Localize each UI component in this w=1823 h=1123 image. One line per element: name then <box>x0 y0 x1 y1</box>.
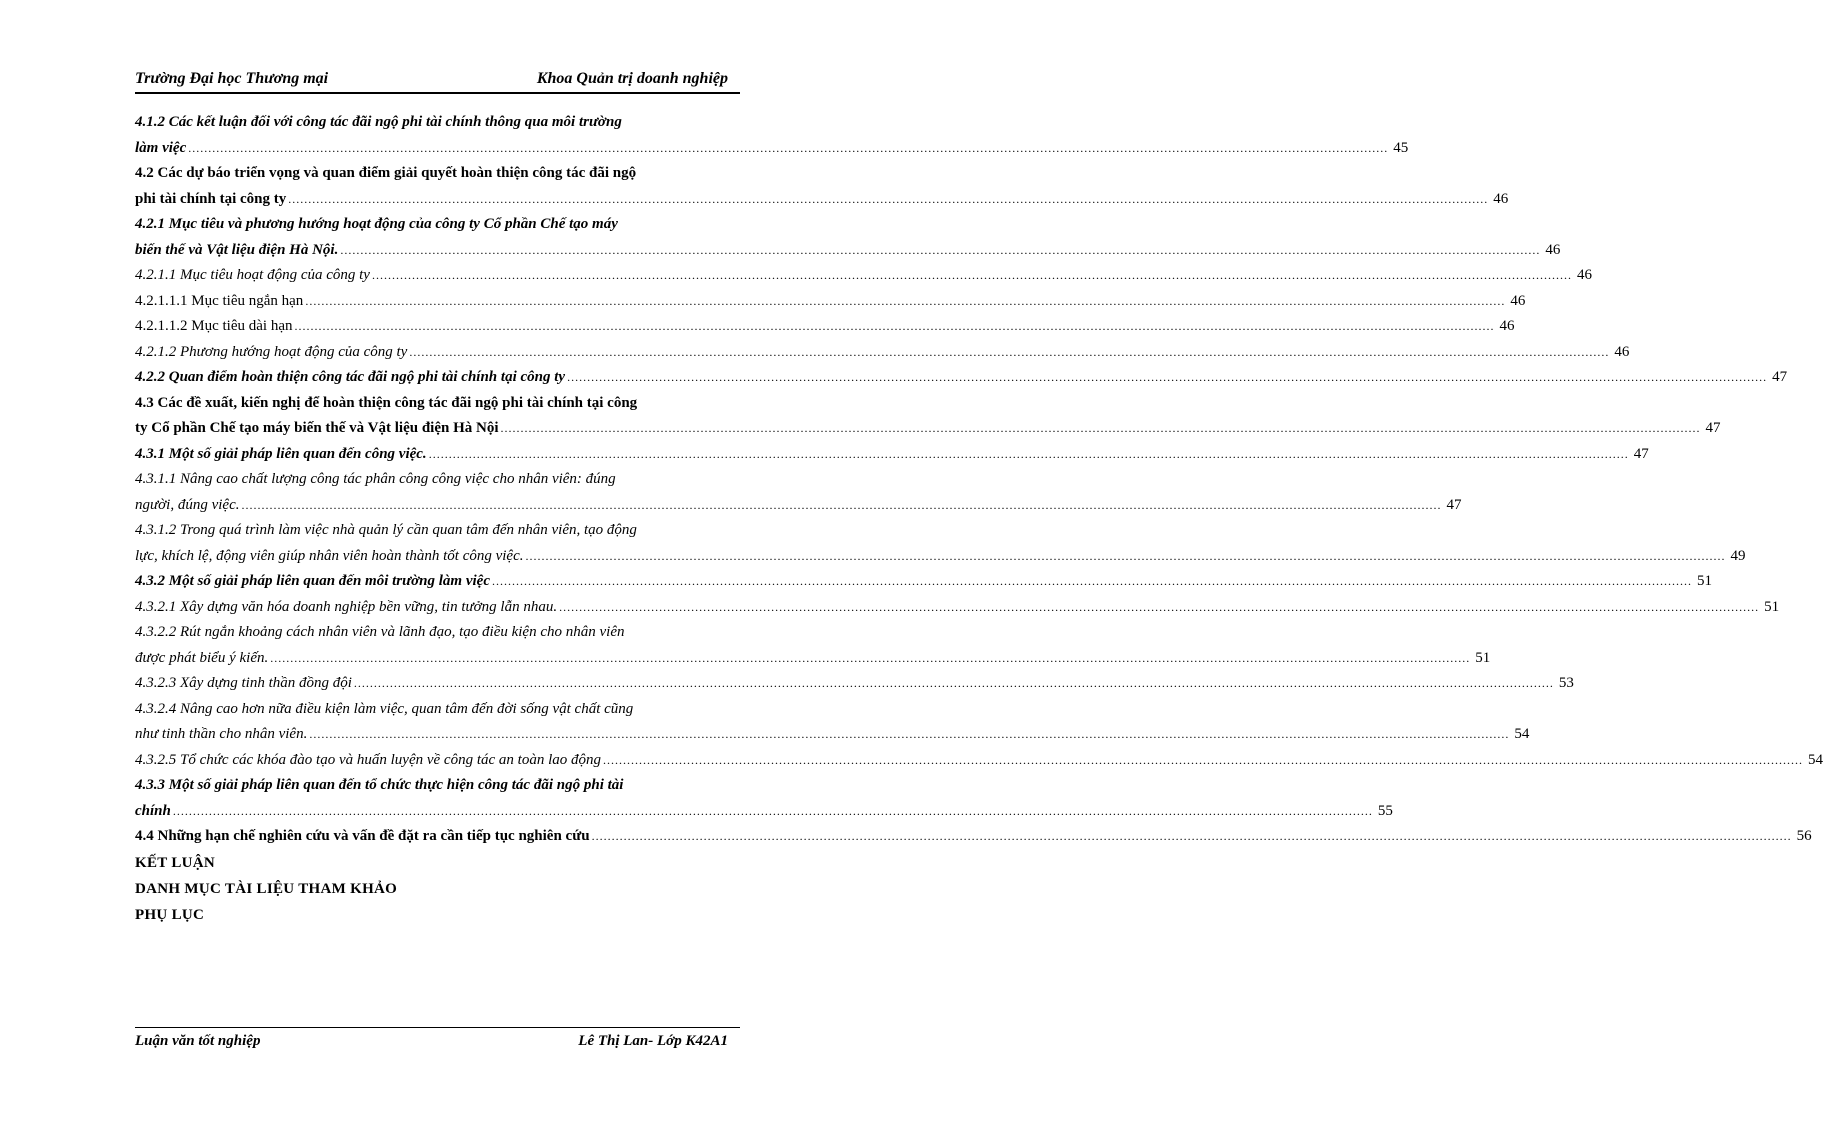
toc-entry-row <box>135 187 1509 213</box>
toc-entry-text: 4.2.1 Mục tiêu và phương hướng hoạt động của công ty Cổ phần Chế tạo máy <box>135 216 618 232</box>
toc-dot-leader: ............................................................................................................................................................................................................................................................................................................ <box>270 650 1471 665</box>
toc-dot-leader: ............................................................................................................................................................................................................................................................................................................ <box>309 727 1510 741</box>
toc-entry[interactable] <box>135 161 1509 212</box>
toc-page-number: 56 <box>1796 828 1812 844</box>
toc-entry-text: 4.3.2.4 Nâng cao hơn nữa điều kiện làm việc, quan tâm đến đời sống vật chất cũng <box>135 700 634 717</box>
toc-entry-text: 4.3.2.5 Tổ chức các khóa đào tạo và huấn luyện về công tác an toàn lao động <box>135 751 602 768</box>
toc-dot-leader: ............................................................................................................................................................................................................................................................................................................ <box>340 242 1541 257</box>
toc-page-number: 49 <box>1730 547 1746 564</box>
toc-entry[interactable] <box>135 314 1515 340</box>
toc-entry-row <box>135 340 1630 366</box>
toc-entry-text: 4.3.1 Một số giải pháp liên quan đến công việc. <box>135 445 427 462</box>
toc-entry[interactable] <box>135 467 1462 518</box>
toc-entry-text: làm việc <box>135 139 187 156</box>
toc-dot-leader: ............................................................................................................................................................................................................................................................................................................ <box>409 344 1610 359</box>
toc-entry[interactable] <box>135 340 1630 366</box>
toc-entry[interactable] <box>135 442 1649 468</box>
toc-page-number: 51 <box>1696 573 1712 589</box>
toc-section-heading[interactable]: DANH MỤC TÀI LIỆU THAM KHẢO <box>135 880 398 897</box>
toc-entry[interactable] <box>135 391 1721 442</box>
toc-entry-row <box>135 493 1462 519</box>
toc-entry-text: 4.3.2.1 Xây dựng văn hóa doanh nghiệp bền vững, tin tưởng lẫn nhau. <box>135 598 558 615</box>
toc-entry-row <box>135 748 1823 774</box>
header-faculty: Khoa Quản trị doanh nghiệp <box>536 70 728 87</box>
toc-page-number: 46 <box>1614 343 1630 360</box>
toc-dot-leader: ............................................................................................................................................................................................................................................................................................................ <box>172 803 1373 818</box>
toc-entry[interactable] <box>135 110 1409 161</box>
toc-entry-text: lực, khích lệ, động viên giúp nhân viên hoàn thành tốt công việc. <box>135 547 524 564</box>
toc-entry-text: ty Cổ phần Chế tạo máy biến thế và Vật liệu điện Hà Nội <box>135 420 499 436</box>
toc-entry-text: 4.3.1.2 Trong quá trình làm việc nhà quản lý cần quan tâm đến nhân viên, tạo động <box>135 522 637 538</box>
toc-entry[interactable] <box>135 697 1530 748</box>
toc-entry-row <box>135 238 1561 264</box>
toc-entry-text: phi tài chính tại công ty <box>135 190 287 207</box>
toc-page-number: 45 <box>1393 139 1409 156</box>
toc-entry[interactable] <box>135 824 1812 850</box>
toc-dot-leader: ............................................................................................................................................................................................................................................................................................................ <box>500 421 1701 435</box>
toc-entry-row <box>135 416 1721 442</box>
toc-dot-leader: ............................................................................................................................................................................................................................................................................................................ <box>603 752 1804 767</box>
toc-entry-text: như tinh thần cho nhân viên. <box>135 726 308 742</box>
toc-entry-row <box>135 595 1780 621</box>
toc-page-number: 46 <box>1499 318 1515 334</box>
toc-entry-row <box>135 136 1409 162</box>
toc-entry-text: 4.3.3 Một số giải pháp liên quan đến tổ chức thực hiện công tác đãi ngộ phi tài <box>135 777 624 793</box>
toc-dot-leader: ............................................................................................................................................................................................................................................................................................................ <box>591 829 1792 843</box>
footer-thesis: Luận văn tốt nghiệp <box>135 1033 261 1049</box>
toc-entry[interactable] <box>135 671 1574 697</box>
toc-dot-leader: ............................................................................................................................................................................................................................................................................................................ <box>241 497 1442 512</box>
toc-dot-leader: ............................................................................................................................................................................................................................................................................................................ <box>491 574 1692 588</box>
toc-entry-text: 4.3.2 Một số giải pháp liên quan đến môi trường làm việc <box>135 573 490 589</box>
toc-entry-text: 4.4 Những hạn chế nghiên cứu và vấn đề đặt ra cần tiếp tục nghiên cứu <box>135 828 590 844</box>
toc-entry[interactable] <box>135 569 1712 595</box>
toc-entry-text: 4.2.2 Quan điểm hoàn thiện công tác đãi ngộ phi tài chính tại công ty <box>135 369 566 385</box>
toc-dot-leader: ............................................................................................................................................................................................................................................................................................................ <box>188 140 1389 155</box>
toc-entry[interactable] <box>135 212 1561 263</box>
toc-entry[interactable] <box>135 518 1746 569</box>
toc-entry-row <box>135 263 1592 289</box>
toc-dot-leader: ............................................................................................................................................................................................................................................................................................................ <box>428 446 1629 461</box>
toc-page-number: 51 <box>1475 649 1491 666</box>
toc-entry-row <box>135 314 1515 340</box>
toc-section-heading[interactable]: KẾT LUẬN <box>135 854 216 871</box>
toc-dot-leader: ............................................................................................................................................................................................................................................................................................................ <box>294 319 1495 333</box>
toc-page-number: 46 <box>1493 190 1509 207</box>
toc-page-number: 51 <box>1764 598 1780 615</box>
table-of-contents <box>135 110 1823 928</box>
toc-entry-text: 4.1.2 Các kết luận đối với công tác đãi ngộ phi tài chính thông qua môi trường <box>135 114 622 130</box>
toc-entry-text: 4.3.2.2 Rút ngắn khoảng cách nhân viên và lãnh đạo, tạo điều kiện cho nhân viên <box>135 624 625 640</box>
toc-entry-text: 4.3.1.1 Nâng cao chất lượng công tác phân công công việc cho nhân viên: đúng <box>135 471 616 487</box>
toc-entry-text: 4.3 Các đề xuất, kiến nghị để hoàn thiện công tác đãi ngộ phi tài chính tại công <box>135 394 638 411</box>
toc-entry-text: 4.2.1.1.2 Mục tiêu dài hạn <box>135 318 293 334</box>
toc-page-number: 47 <box>1446 496 1462 513</box>
toc-entry-row <box>135 365 1788 391</box>
toc-entry[interactable] <box>135 748 1823 774</box>
toc-entry-text: 4.3.2.3 Xây dựng tinh thần đồng đội <box>135 675 352 691</box>
toc-page-number: 53 <box>1558 675 1574 691</box>
page-header <box>135 68 740 94</box>
toc-entry[interactable] <box>135 620 1491 671</box>
toc-entry-text: người, đúng việc. <box>135 496 240 513</box>
page-footer <box>135 1027 740 1054</box>
toc-entry-text: 4.2 Các dự báo triển vọng và quan điểm giải quyết hoàn thiện công tác đãi ngộ <box>135 165 637 181</box>
toc-entry-row <box>135 799 1393 825</box>
toc-dot-leader: ............................................................................................................................................................................................................................................................................................................ <box>525 548 1726 563</box>
toc-dot-leader: ............................................................................................................................................................................................................................................................................................................ <box>559 599 1760 614</box>
toc-entry-text: 4.2.1.1.1 Mục tiêu ngắn hạn <box>135 292 304 309</box>
toc-entry-row <box>135 824 1812 850</box>
toc-entry[interactable] <box>135 365 1788 391</box>
toc-page-number: 54 <box>1808 751 1823 768</box>
toc-page-number: 55 <box>1377 802 1393 819</box>
toc-entry-row <box>135 671 1574 697</box>
toc-entry[interactable] <box>135 289 1526 315</box>
toc-entry-row <box>135 442 1649 468</box>
toc-dot-leader: ............................................................................................................................................................................................................................................................................................................ <box>353 676 1554 690</box>
toc-dot-leader: ............................................................................................................................................................................................................................................................................................................ <box>288 191 1489 206</box>
toc-page-number: 46 <box>1510 292 1526 309</box>
toc-entry-text: chính <box>135 802 171 819</box>
toc-entry-row <box>135 722 1530 748</box>
toc-page-number: 47 <box>1705 420 1721 436</box>
toc-entry[interactable] <box>135 595 1780 621</box>
toc-entry-text: được phát biểu ý kiến. <box>135 649 269 666</box>
toc-page-number: 47 <box>1772 369 1788 385</box>
footer-author: Lê Thị Lan- Lớp K42A1 <box>578 1033 728 1049</box>
toc-entry[interactable] <box>135 773 1393 824</box>
toc-section-heading[interactable]: PHỤ LỤC <box>135 906 205 923</box>
toc-page-number: 46 <box>1576 267 1592 283</box>
toc-entry-row <box>135 569 1712 595</box>
toc-dot-leader: ............................................................................................................................................................................................................................................................................................................ <box>567 370 1768 384</box>
toc-page-number: 47 <box>1633 445 1649 462</box>
toc-dot-leader: ............................................................................................................................................................................................................................................................................................................ <box>305 293 1506 308</box>
toc-page-number: 46 <box>1545 241 1561 258</box>
toc-entry-text: 4.2.1.1 Mục tiêu hoạt động của công ty <box>135 267 370 283</box>
toc-entry-row <box>135 544 1746 570</box>
toc-page-number: 54 <box>1514 726 1530 742</box>
header-school: Trường Đại học Thương mại <box>135 70 329 87</box>
toc-entry[interactable] <box>135 263 1592 289</box>
toc-entry-row <box>135 289 1526 315</box>
toc-entry-row <box>135 646 1491 672</box>
toc-entry-text: biến thế và Vật liệu điện Hà Nội. <box>135 241 339 258</box>
toc-dot-leader: ............................................................................................................................................................................................................................................................................................................ <box>371 268 1572 282</box>
toc-entry-text: 4.2.1.2 Phương hướng hoạt động của công ty <box>135 343 408 360</box>
